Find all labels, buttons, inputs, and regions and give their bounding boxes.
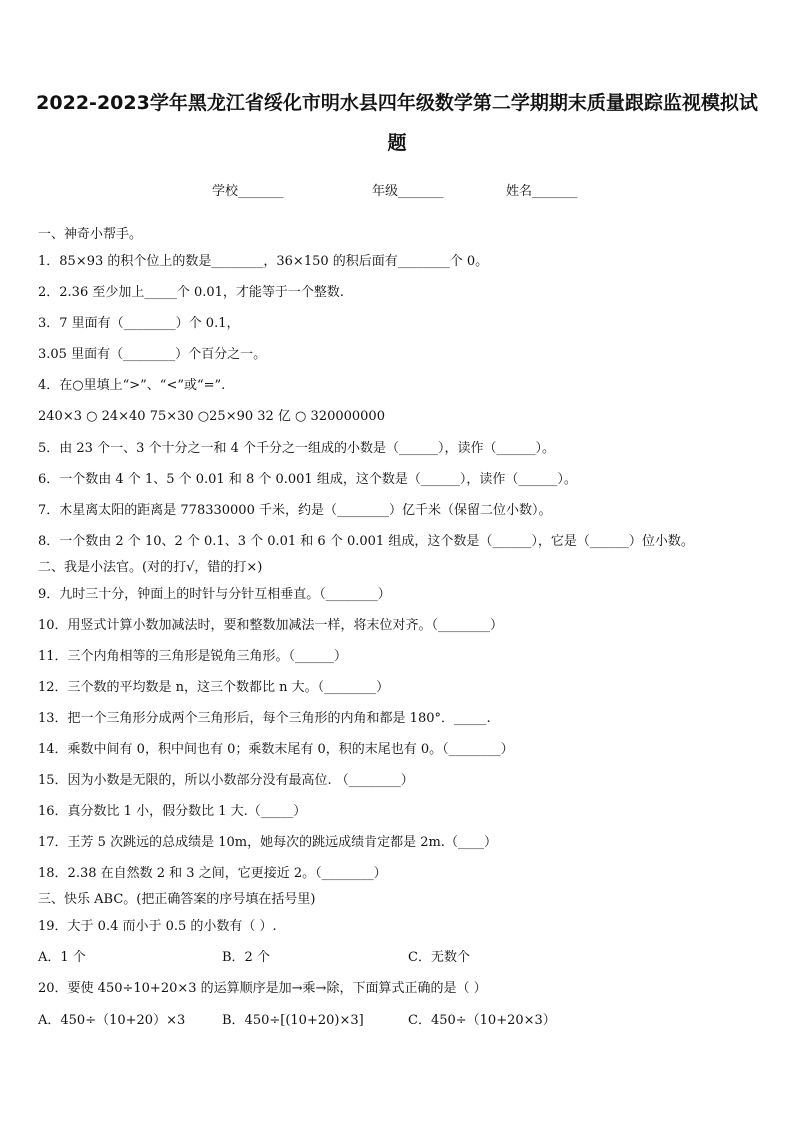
question-4: 4．在○里填上“>”、“<”或“=”.: [38, 378, 226, 393]
question-15: 15．因为小数是无限的，所以小数部分没有最高位. （________）: [38, 773, 414, 788]
q19-option-c: C．无数个: [408, 950, 470, 965]
school-field: 学校_______: [212, 184, 284, 199]
question-8: 8．一个数由 2 个 10、2 个 0.1、3 个 0.01 和 6 个 0.001 组成，这个数是（______），它是（______）位小数。: [38, 534, 694, 549]
q20-option-a: A．450÷（10+20）×3: [38, 1013, 186, 1028]
question-10: 10．用竖式计算小数加减法时，要和整数加减法一样，将末位对齐。（________）: [38, 618, 504, 633]
question-1: 1．85×93 的积个位上的数是________，36×150 的积后面有________个 0。: [38, 254, 489, 269]
question-11: 11．三个内角相等的三角形是锐角三角形。（______）: [38, 649, 348, 664]
question-2: 2．2.36 至少加上_____个 0.01，才能等于一个整数.: [38, 285, 345, 300]
name-field: 姓名_______: [506, 184, 578, 199]
question-5: 5．由 23 个一、3 个十分之一和 4 个千分之一组成的小数是（______），读作（______）。: [38, 441, 556, 456]
document-title-line2: 题: [387, 132, 407, 154]
question-7: 7．木星离太阳的距离是 778330000 千米，约是（________）亿千米（保留二位小数）。: [38, 503, 552, 518]
q20-option-b: B．450÷[(10+20)×3]: [222, 1013, 364, 1028]
question-3a: 3．7 里面有（________）个 0.1，: [38, 316, 240, 331]
section-1-heading: 一、神奇小帮手。: [38, 227, 143, 242]
question-4-items: 240×3 ○ 24×40 75×30 ○25×90 32 亿 ○ 320000000: [38, 409, 385, 424]
question-18: 18．2.38 在自然数 2 和 3 之间，它更接近 2。（________）: [38, 866, 387, 881]
grade-field: 年级_______: [372, 184, 444, 199]
q19-option-b: B．2 个: [222, 950, 270, 965]
question-13: 13．把一个三角形分成两个三角形后，每个三角形的内角和都是 180°．_____.: [38, 711, 491, 726]
q20-option-c: C．450÷（10+20×3）: [408, 1013, 556, 1028]
question-20: 20．要使 450÷10+20×3 的运算顺序是加→乘→除，下面算式正确的是（ ）: [38, 981, 487, 996]
question-3b: 3.05 里面有（________）个百分之一。: [38, 347, 267, 362]
question-14: 14．乘数中间有 0，积中间也有 0；乘数末尾有 0，积的末尾也有 0。（________）: [38, 742, 514, 757]
question-12: 12．三个数的平均数是 n，这三个数都比 n 大。（________）: [38, 680, 390, 695]
section-3-heading: 三、快乐 ABC。(把正确答案的序号填在括号里): [38, 892, 316, 907]
question-16: 16．真分数比 1 小，假分数比 1 大.（_____）: [38, 804, 307, 819]
question-9: 9．九时三十分，钟面上的时针与分针互相垂直。（________）: [38, 587, 391, 602]
document-title-line1: 2022-2023学年黑龙江省绥化市明水县四年级数学第二学期期末质量跟踪监视模拟试: [36, 92, 758, 114]
question-19: 19．大于 0.4 而小于 0.5 的小数有（ ）.: [38, 919, 277, 934]
section-2-heading: 二、我是小法官。(对的打√，错的打×): [38, 560, 263, 575]
question-17: 17．王芳 5 次跳远的总成绩是 10m，她每次的跳远成绩肯定都是 2m.（____）: [38, 835, 497, 850]
question-6: 6．一个数由 4 个 1、5 个 0.01 和 8 个 0.001 组成，这个数是（______），读作（______）。: [38, 472, 577, 487]
q19-option-a: A．1 个: [38, 950, 86, 965]
